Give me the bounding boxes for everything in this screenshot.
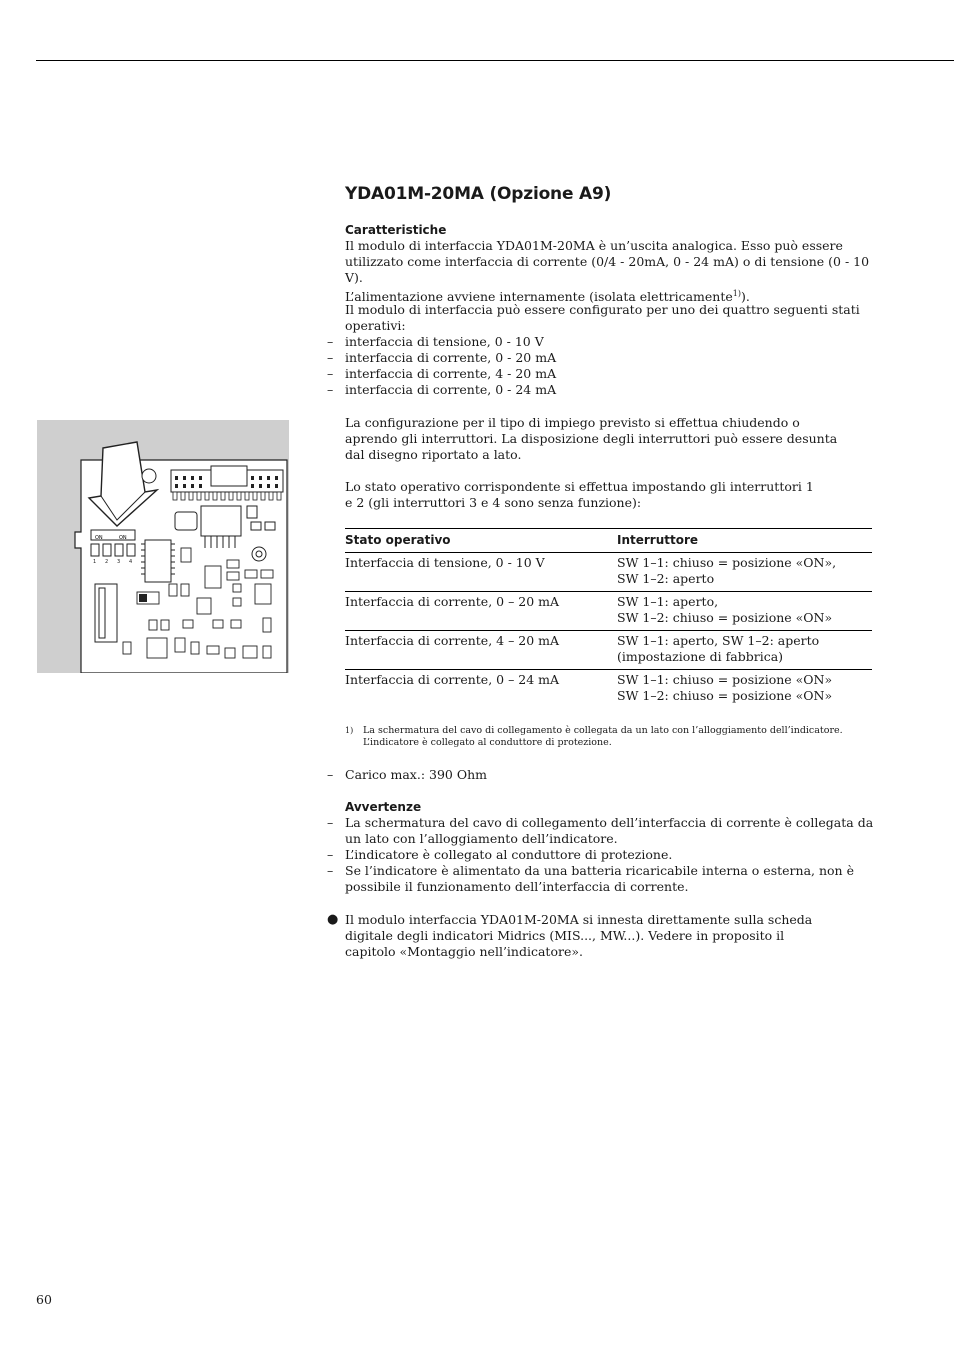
note-section <box>327 912 830 960</box>
table-header-switch: Interruttore <box>617 529 872 553</box>
power-text: L’alimentazione avviene internamente (isolata elettricamente <box>345 289 733 305</box>
list-item: – interfaccia di corrente, 0 - 20 mA <box>345 350 875 366</box>
characteristics-intro: Il modulo di interfaccia YDA01M-20MA è un’uscita analogica. Esso può essere utilizzato come interfaccia di corrente (0/4 - 20mA, 0 - 24 mA) o di tensione (0 - 10 V). <box>345 238 870 285</box>
list-item: – interfaccia di corrente, 0 - 24 mA <box>345 382 875 398</box>
switch-line: SW 1–2: aperto <box>617 571 715 586</box>
switch-line: (impostazione di fabbrica) <box>617 649 784 664</box>
circuit-board-figure <box>37 420 289 673</box>
modes-list <box>345 334 875 398</box>
config-section <box>345 302 875 398</box>
list-item: – interfaccia di corrente, 4 - 20 mA <box>345 366 875 382</box>
page-title: YDA01M-20MA (Opzione A9) <box>345 184 612 204</box>
warnings-heading: Avvertenze <box>345 800 422 814</box>
footnote-mark-text: 1) <box>345 726 354 735</box>
table-cell-switch <box>617 670 872 709</box>
table-row <box>345 553 872 592</box>
max-load-section <box>345 767 875 783</box>
table-cell-state: Interfaccia di tensione, 0 - 10 V <box>345 553 617 592</box>
warnings-list <box>345 815 875 895</box>
table-header-state: Stato operativo <box>345 529 617 553</box>
dip-switch-number-4: 4 <box>129 559 133 565</box>
footnote-line-2: L’indicatore è collegato al conduttore di protezione. <box>363 737 612 748</box>
set-state-text: Lo stato operativo corrispondente si effettua impostando gli interruttori 1 e 2 (gli interruttori 3 e 4 sono senza funzione): <box>345 479 814 510</box>
switch-table-wrap <box>345 528 875 708</box>
dip-switch-number-1: 1 <box>93 559 97 565</box>
switch-line: SW 1–1: aperto, <box>617 594 719 609</box>
switch-line: SW 1–1: chiuso = posizione «ON» <box>617 672 833 687</box>
config-switches-text: La configurazione per il tipo di impiego previsto si effettua chiudendo o aprendo gli interruttori. La disposizione degli interruttori può essere desunta dal disegno riportato a lato. <box>345 415 838 462</box>
page-number: 60 <box>36 1292 52 1307</box>
table-cell-state: Interfaccia di corrente, 4 – 20 mA <box>345 631 617 670</box>
bullet-icon: ● <box>327 912 339 927</box>
table-cell-switch <box>617 631 872 670</box>
list-item: – L’indicatore è collegato al conduttore di protezione. <box>345 847 875 863</box>
table-row <box>345 670 872 709</box>
switch-line: SW 1–1: chiuso = posizione «ON», <box>617 555 837 570</box>
circuit-board-drawing <box>37 420 289 673</box>
list-item: – interfaccia di tensione, 0 - 10 V <box>345 334 875 350</box>
max-load: – Carico max.: 390 Ohm <box>345 767 875 783</box>
top-rule <box>36 60 954 61</box>
table-row <box>345 631 872 670</box>
dip-switch-on-label-1: ON <box>95 535 103 541</box>
dip-switch-number-2: 2 <box>105 559 109 565</box>
config-switches-paragraph <box>345 415 850 463</box>
warnings-section <box>345 799 875 895</box>
characteristics-section <box>345 222 875 305</box>
dip-switch-on-label-2: ON <box>119 535 127 541</box>
footnote <box>345 725 875 749</box>
note-text: Il modulo interfaccia YDA01M-20MA si innesta direttamente sulla scheda digitale degli indicatori Midrics (MIS..., MW...). Vedere in proposito il capitolo «Montaggio nell’indicatore». <box>345 912 813 959</box>
switch-line: SW 1–2: chiuso = posizione «ON» <box>617 688 833 703</box>
list-item: – La schermatura del cavo di collegamento dell’interfaccia di corrente è collegata da un lato con l’alloggiamento dell’indicatore. <box>345 815 875 847</box>
set-state-paragraph <box>345 479 825 511</box>
table-cell-state: Interfaccia di corrente, 0 – 24 mA <box>345 672 560 687</box>
list-item: – Se l’indicatore è alimentato da una batteria ricaricabile interna o esterna, non è possibile il funzionamento dell’interfaccia di corrente. <box>345 863 875 895</box>
dip-switch-number-3: 3 <box>117 559 121 565</box>
footnote-line-1: La schermatura del cavo di collegamento è collegata da un lato con l’alloggiamento dell’indicatore. <box>363 725 843 736</box>
characteristics-heading: Caratteristiche <box>345 223 447 237</box>
power-footnote-ref: 1) <box>732 289 741 298</box>
switch-line: SW 1–2: chiuso = posizione «ON» <box>617 610 833 625</box>
config-intro: Il modulo di interfaccia può essere configurato per uno dei quattro seguenti stati operativi: <box>345 302 860 333</box>
table-cell-switch <box>617 592 872 631</box>
table-row <box>345 592 872 631</box>
power-text-end: ). <box>741 289 750 305</box>
switch-table <box>345 528 872 708</box>
footnote-mark <box>345 725 353 741</box>
table-cell-switch <box>617 553 872 592</box>
switch-line: SW 1–1: aperto, SW 1–2: aperto <box>617 633 820 648</box>
table-cell-state: Interfaccia di corrente, 0 – 20 mA <box>345 592 617 631</box>
